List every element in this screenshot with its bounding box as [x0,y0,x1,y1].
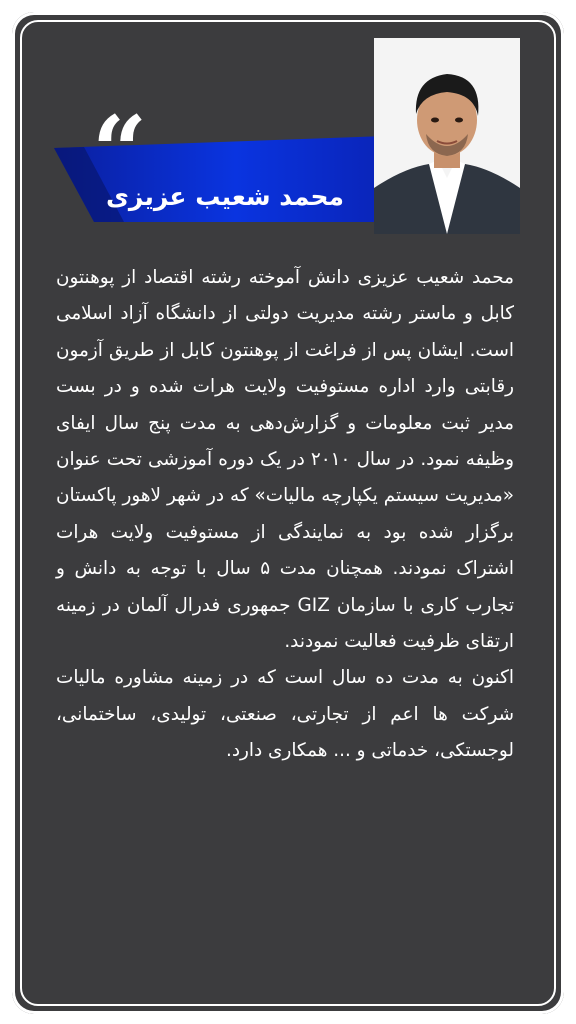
bio-paragraph-2: اکنون به مدت ده سال است که در زمینه مشاوره مالیات شرکت ها اعم از تجارتی، صنعتی، تولیدی، ساختمانی، لوجستکی، خدماتی و ... همکاری دارد. [56,667,514,762]
profile-card [12,12,564,1014]
biography-text [56,260,514,770]
person-name: محمد شعیب عزیزی [106,182,344,211]
bio-paragraph-1: محمد شعیب عزیزی دانش آموخته رشته اقتصاد از پوهنتون کابل و ماستر رشته مدیریت دولتی از دانشگاه آزاد اسلامی است. ایشان پس از فراغت از پوهنتون کابل از طریق آزمون رقابتی وارد اداره مستوفیت ولایت هرات شده و در بست مدیر ثبت معلومات و گزارش‌دهی به مدت پنج سال ایفای وظیفه نمود. در سال ۲۰۱۰ در یک دوره آموزشی تحت عنوان «مدیریت سیستم یکپارچه مالیات» که در شهر لاهور پاکستان برگزار شده بود به نمایندگی از مستوفیت ولایت هرات اشتراک نمودند. همچنان مدت ۵ سال با توجه به دانش و تجارب کاری با سازمان GIZ جمهوری فدرال آلمان در زمینه ارتقای ظرفیت فعالیت نمودند. [56,267,514,653]
quote-icon: “ [92,95,134,208]
portrait-photo [374,38,520,234]
